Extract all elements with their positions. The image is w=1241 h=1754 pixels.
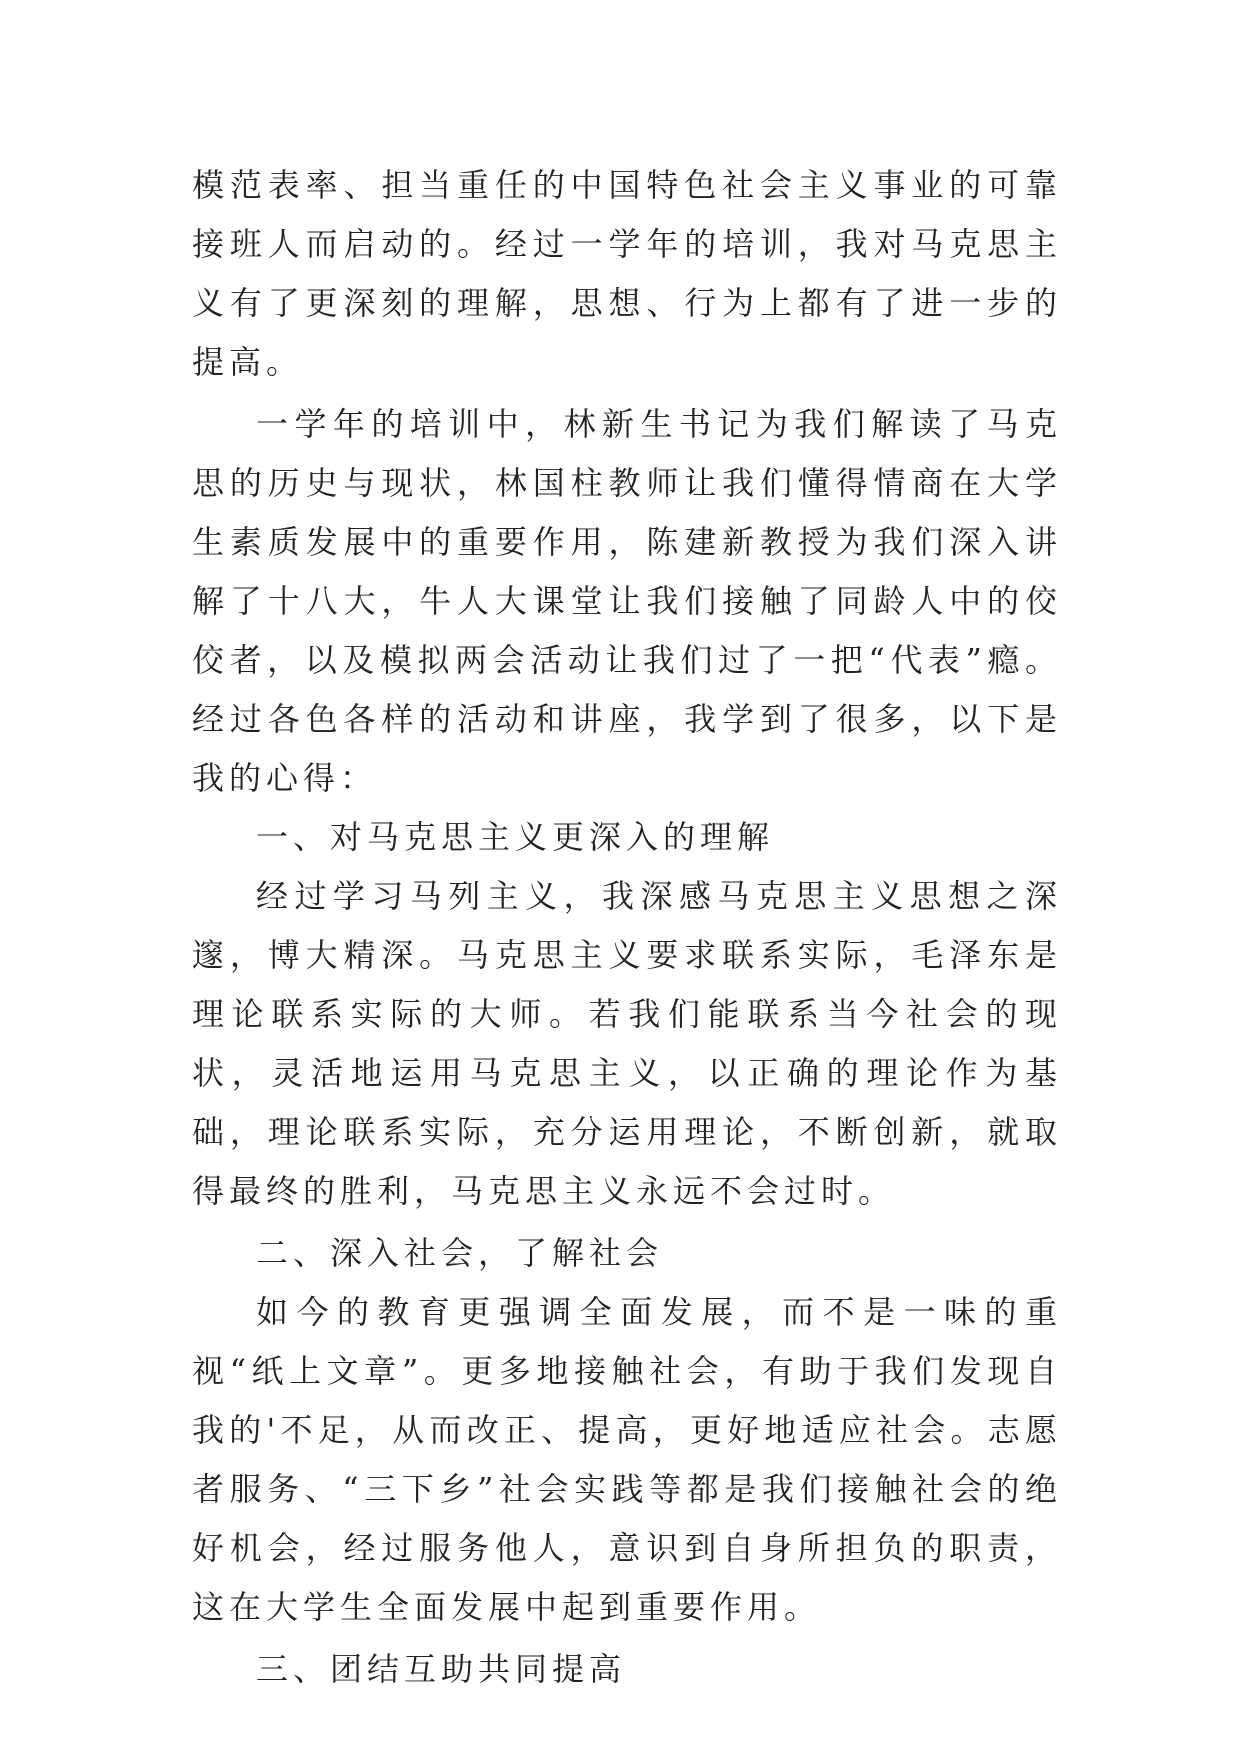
section-heading-2: 二、深入社会，了解社会 <box>256 1234 664 1272</box>
paragraph-society: 如今的教育更强调全面发展，而不是一味的重视“纸上文章”。更多地接触社会，有助于我们发现自我的'不足，从而改正、提高，更好地适应社会。志愿者服务、“三下乡”社会实践等都是我们接触社会的绝好机会，经过服务他人，意识到自身所担负的职责，这在大学生全面发展中起到重要作用。 <box>192 1293 1062 1626</box>
document-body <box>192 156 1062 1699</box>
paragraph-continuation: 模范表率、担当重任的中国特色社会主义事业的可靠接班人而启动的。经过一学年的培训，我对马克思主义有了更深刻的理解，思想、行为上都有了进一步的提高。 <box>192 166 1062 381</box>
section-heading-3: 三、团结互助共同提高 <box>256 1650 627 1688</box>
section-heading-1: 一、对马克思主义更深入的理解 <box>256 818 775 856</box>
paragraph-training-overview: 一学年的培训中，林新生书记为我们解读了马克思的历史与现状，林国柱教师让我们懂得情商在大学生素质发展中的重要作用，陈建新教授为我们深入讲解了十八大，牛人大课堂让我们接触了同龄人中的佼佼者，以及模拟两会活动让我们过了一把“代表”瘾。经过各色各样的活动和讲座，我学到了很多，以下是我的心得： <box>192 405 1062 797</box>
paragraph-marxism: 经过学习马列主义，我深感马克思主义思想之深邃，博大精深。马克思主义要求联系实际，毛泽东是理论联系实际的大师。若我们能联系当今社会的现状，灵活地运用马克思主义，以正确的理论作为基础，理论联系实际，充分运用理论，不断创新，就取得最终的胜利，马克思主义永远不会过时。 <box>192 877 1062 1210</box>
